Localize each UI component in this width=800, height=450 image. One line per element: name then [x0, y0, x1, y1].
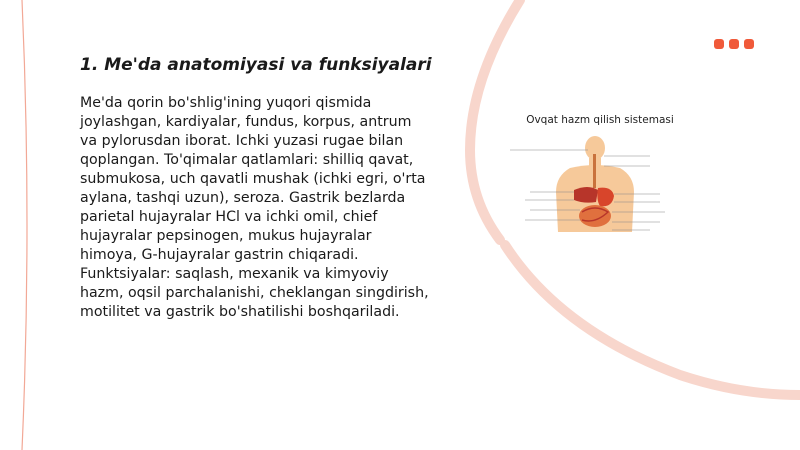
slide-title: 1. Me'da anatomiyasi va funksiyalari: [80, 55, 432, 75]
bottom-arc: [505, 245, 800, 395]
digestive-system-illustration-icon: [500, 132, 700, 237]
digestive-figure: [500, 110, 700, 240]
left-accent-line: [22, 0, 27, 450]
accent-dot: [744, 39, 754, 49]
accent-dot: [729, 39, 739, 49]
figure-caption: Ovqat hazm qilish sistemasi: [526, 114, 674, 126]
accent-dots: [714, 39, 754, 49]
accent-dot: [714, 39, 724, 49]
slide-body-text: Me'da qorin bo'shlig'ining yuqori qismida joylashgan, kardiyalar, fundus, korpus, antrum va pylorusdan iborat. Ichki yuzasi rugae bilan qoplangan. To'qimalar qatlamlari: shilliq qavat, submukosa, uch qavatli mushak (ichki egri, o'rta aylana, tashqi uzun), seroza. Gastrik bezlarda parietal hujayralar HCl va ichki omil, chief hujayralar pepsinogen, mukus hujayralar himoya, G-hujayralar gastrin chiqaradi. Funktsiyalar: saqlash, mexanik va kimyoviy hazm, oqsil parchalanishi, cheklangan singdirish, motilitet va gastrik bo'shatilishi boshqariladi.: [80, 95, 429, 320]
